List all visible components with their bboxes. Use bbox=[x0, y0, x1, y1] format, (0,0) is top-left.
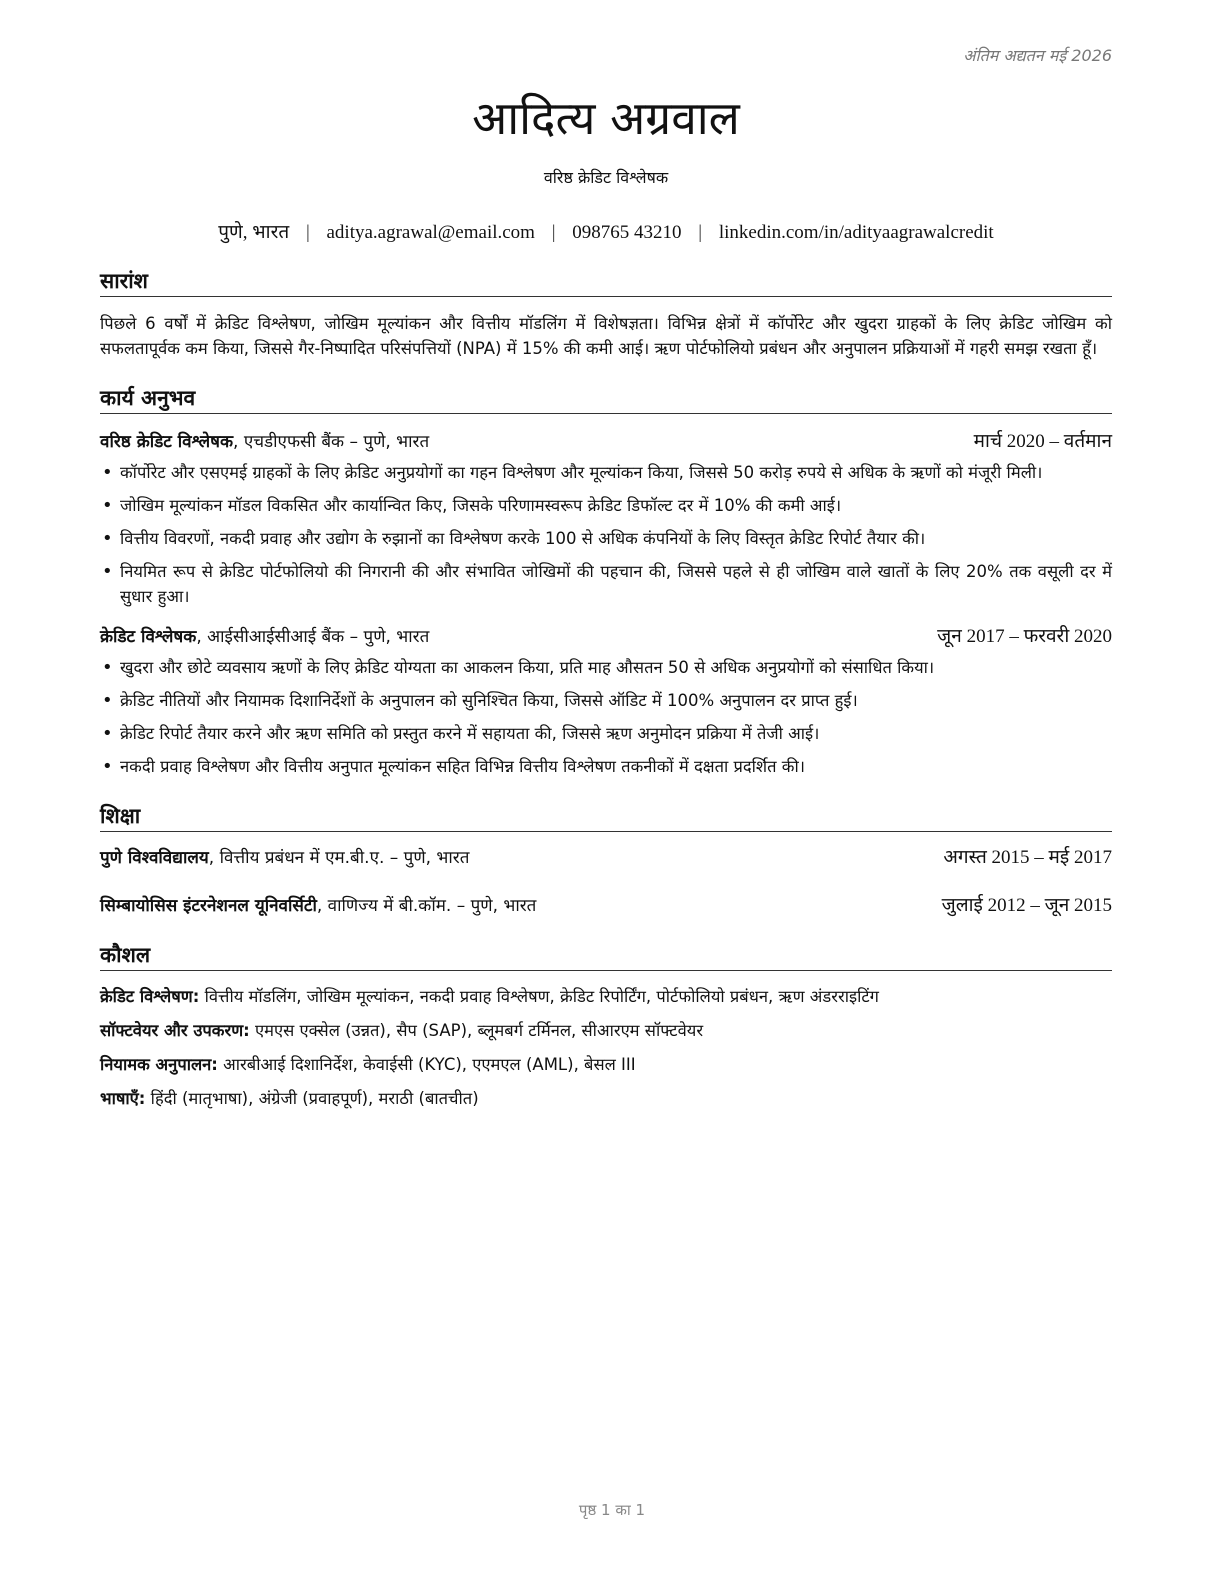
last-updated: अंतिम अद्यतन मई 2026 bbox=[963, 46, 1112, 65]
contact-line bbox=[100, 218, 1112, 244]
job-bullets bbox=[100, 655, 1112, 779]
job-bullet: • क्रेडिट नीतियों और नियामक दिशानिर्देशों के अनुपालन को सुनिश्चित किया, जिससे ऑडिट में 100% अनुपालन दर प्राप्त हुई। bbox=[120, 688, 1112, 713]
skill-row bbox=[100, 985, 1112, 1009]
candidate-name: आदित्य अग्रवाल bbox=[472, 91, 740, 145]
skill-value: हिंदी (मातृभाषा), अंग्रेजी (प्रवाहपूर्ण), मराठी (बातचीत) bbox=[145, 1089, 479, 1108]
job-bullet: • कॉर्पोरेट और एसएमई ग्राहकों के लिए क्रेडिट अनुप्रयोगों का गहन विश्लेषण और मूल्यांकन किया, जिससे 50 करोड़ रुपये से अधिक के ऋणों को मंजूरी मिली। bbox=[120, 460, 1112, 485]
contact-separator: | bbox=[698, 222, 703, 243]
section-heading-skills: कौशल bbox=[100, 942, 1112, 971]
page-number: पृष्ठ 1 का 1 bbox=[578, 1501, 646, 1519]
contact-email[interactable]: aditya.agrawal@email.com bbox=[326, 222, 535, 243]
education-dates: जुलाई 2012 – जून 2015 bbox=[941, 895, 1112, 916]
contact-separator: | bbox=[305, 222, 310, 243]
contact-phone[interactable]: 098765 43210 bbox=[572, 222, 682, 243]
education-institution: पुणे विश्वविद्यालय bbox=[100, 848, 209, 868]
job-bullet: • वित्तीय विवरणों, नकदी प्रवाह और उद्योग के रुझानों का विश्लेषण करके 100 से अधिक कंपनियों के लिए विस्तृत क्रेडिट रिपोर्ट तैयार की। bbox=[120, 526, 1112, 551]
job-org: , एचडीएफसी बैंक – पुणे, भारत bbox=[233, 432, 430, 452]
skills-list bbox=[100, 985, 1112, 1111]
job-dates: जून 2017 – फरवरी 2020 bbox=[937, 626, 1112, 647]
skill-value: एमएस एक्सेल (उन्नत), सैप (SAP), ब्लूमबर्ग टर्मिनल, सीआरएम सॉफ्टवेयर bbox=[249, 1021, 704, 1040]
job-dates: मार्च 2020 – वर्तमान bbox=[973, 431, 1112, 452]
skill-value: आरबीआई दिशानिर्देश, केवाईसी (KYC), एएमएल (AML), बेसल III bbox=[217, 1055, 636, 1074]
job-bullets bbox=[100, 460, 1112, 609]
section-heading-summary: सारांश bbox=[100, 268, 1112, 297]
education-detail: , वाणिज्य में बी.कॉम. – पुणे, भारत bbox=[316, 896, 537, 916]
skill-label: भाषाएँ: bbox=[100, 1089, 146, 1108]
job-header bbox=[100, 430, 1112, 454]
education-entry bbox=[100, 846, 1112, 870]
skill-row bbox=[100, 1053, 1112, 1077]
skill-value: वित्तीय मॉडलिंग, जोखिम मूल्यांकन, नकदी प्रवाह विश्लेषण, क्रेडिट रिपोर्टिंग, पोर्टफोलियो प्रबंधन, ऋण अंडरराइटिंग bbox=[199, 987, 879, 1006]
candidate-title: वरिष्ठ क्रेडिट विश्लेषक bbox=[543, 168, 669, 187]
education-dates: अगस्त 2015 – मई 2017 bbox=[943, 847, 1112, 868]
education-detail: , वित्तीय प्रबंधन में एम.बी.ए. – पुणे, भारत bbox=[208, 848, 470, 868]
contact-separator: | bbox=[551, 222, 556, 243]
job-role: वरिष्ठ क्रेडिट विश्लेषक bbox=[100, 432, 234, 452]
skill-label: नियामक अनुपालन: bbox=[100, 1055, 218, 1074]
job-bullet: • नियमित रूप से क्रेडिट पोर्टफोलियो की निगरानी की और संभावित जोखिमों की पहचान की, जिससे पहले से ही जोखिम वाले खातों के लिए 20% तक वसूली दर में सुधार हुआ। bbox=[120, 559, 1112, 609]
job-entry bbox=[100, 430, 1112, 609]
job-entry bbox=[100, 625, 1112, 779]
skill-row bbox=[100, 1019, 1112, 1043]
skill-row bbox=[100, 1087, 1112, 1111]
skill-label: क्रेडिट विश्लेषण: bbox=[100, 987, 200, 1006]
summary-text: पिछले 6 वर्षों में क्रेडिट विश्लेषण, जोखिम मूल्यांकन और वित्तीय मॉडलिंग में विशेषज्ञता। विभिन्न क्षेत्रों में कॉर्पोरेट और खुदरा ग्राहकों के लिए क्रेडिट जोखिम को सफलतापूर्वक कम किया, जिससे गैर-निष्पादित परिसंपत्तियों (NPA) में 15% की कमी आई। ऋण पोर्टफोलियो प्रबंधन और अनुपालन प्रक्रियाओं में गहरी समझ रखता हूँ। bbox=[100, 314, 1112, 358]
job-org: , आईसीआईसीआई बैंक – पुणे, भारत bbox=[196, 627, 430, 647]
job-bullet: • जोखिम मूल्यांकन मॉडल विकसित और कार्यान्वित किए, जिसके परिणामस्वरूप क्रेडिट डिफॉल्ट दर में 10% की कमी आई। bbox=[120, 493, 1112, 518]
contact-location: पुणे, भारत bbox=[218, 222, 290, 243]
job-bullet: • खुदरा और छोटे व्यवसाय ऋणों के लिए क्रेडिट योग्यता का आकलन किया, प्रति माह औसतन 50 से अधिक अनुप्रयोगों को संसाधित किया। bbox=[120, 655, 1112, 680]
skill-label: सॉफ्टवेयर और उपकरण: bbox=[100, 1021, 250, 1040]
contact-linkedin[interactable]: linkedin.com/in/adityaagrawalcredit bbox=[718, 222, 994, 243]
job-bullet: • नकदी प्रवाह विश्लेषण और वित्तीय अनुपात मूल्यांकन सहित विभिन्न वित्तीय विश्लेषण तकनीकों में दक्षता प्रदर्शित की। bbox=[120, 754, 1112, 779]
education-entry bbox=[100, 894, 1112, 918]
section-heading-education: शिक्षा bbox=[100, 803, 1112, 832]
section-heading-experience: कार्य अनुभव bbox=[100, 385, 1112, 414]
job-bullet: • क्रेडिट रिपोर्ट तैयार करने और ऋण समिति को प्रस्तुत करने में सहायता की, जिससे ऋण अनुमोदन प्रक्रिया में तेजी आई। bbox=[120, 721, 1112, 746]
job-header bbox=[100, 625, 1112, 649]
education-institution: सिम्बायोसिस इंटरनेशनल यूनिवर्सिटी bbox=[100, 896, 317, 916]
job-role: क्रेडिट विश्लेषक bbox=[100, 627, 197, 647]
